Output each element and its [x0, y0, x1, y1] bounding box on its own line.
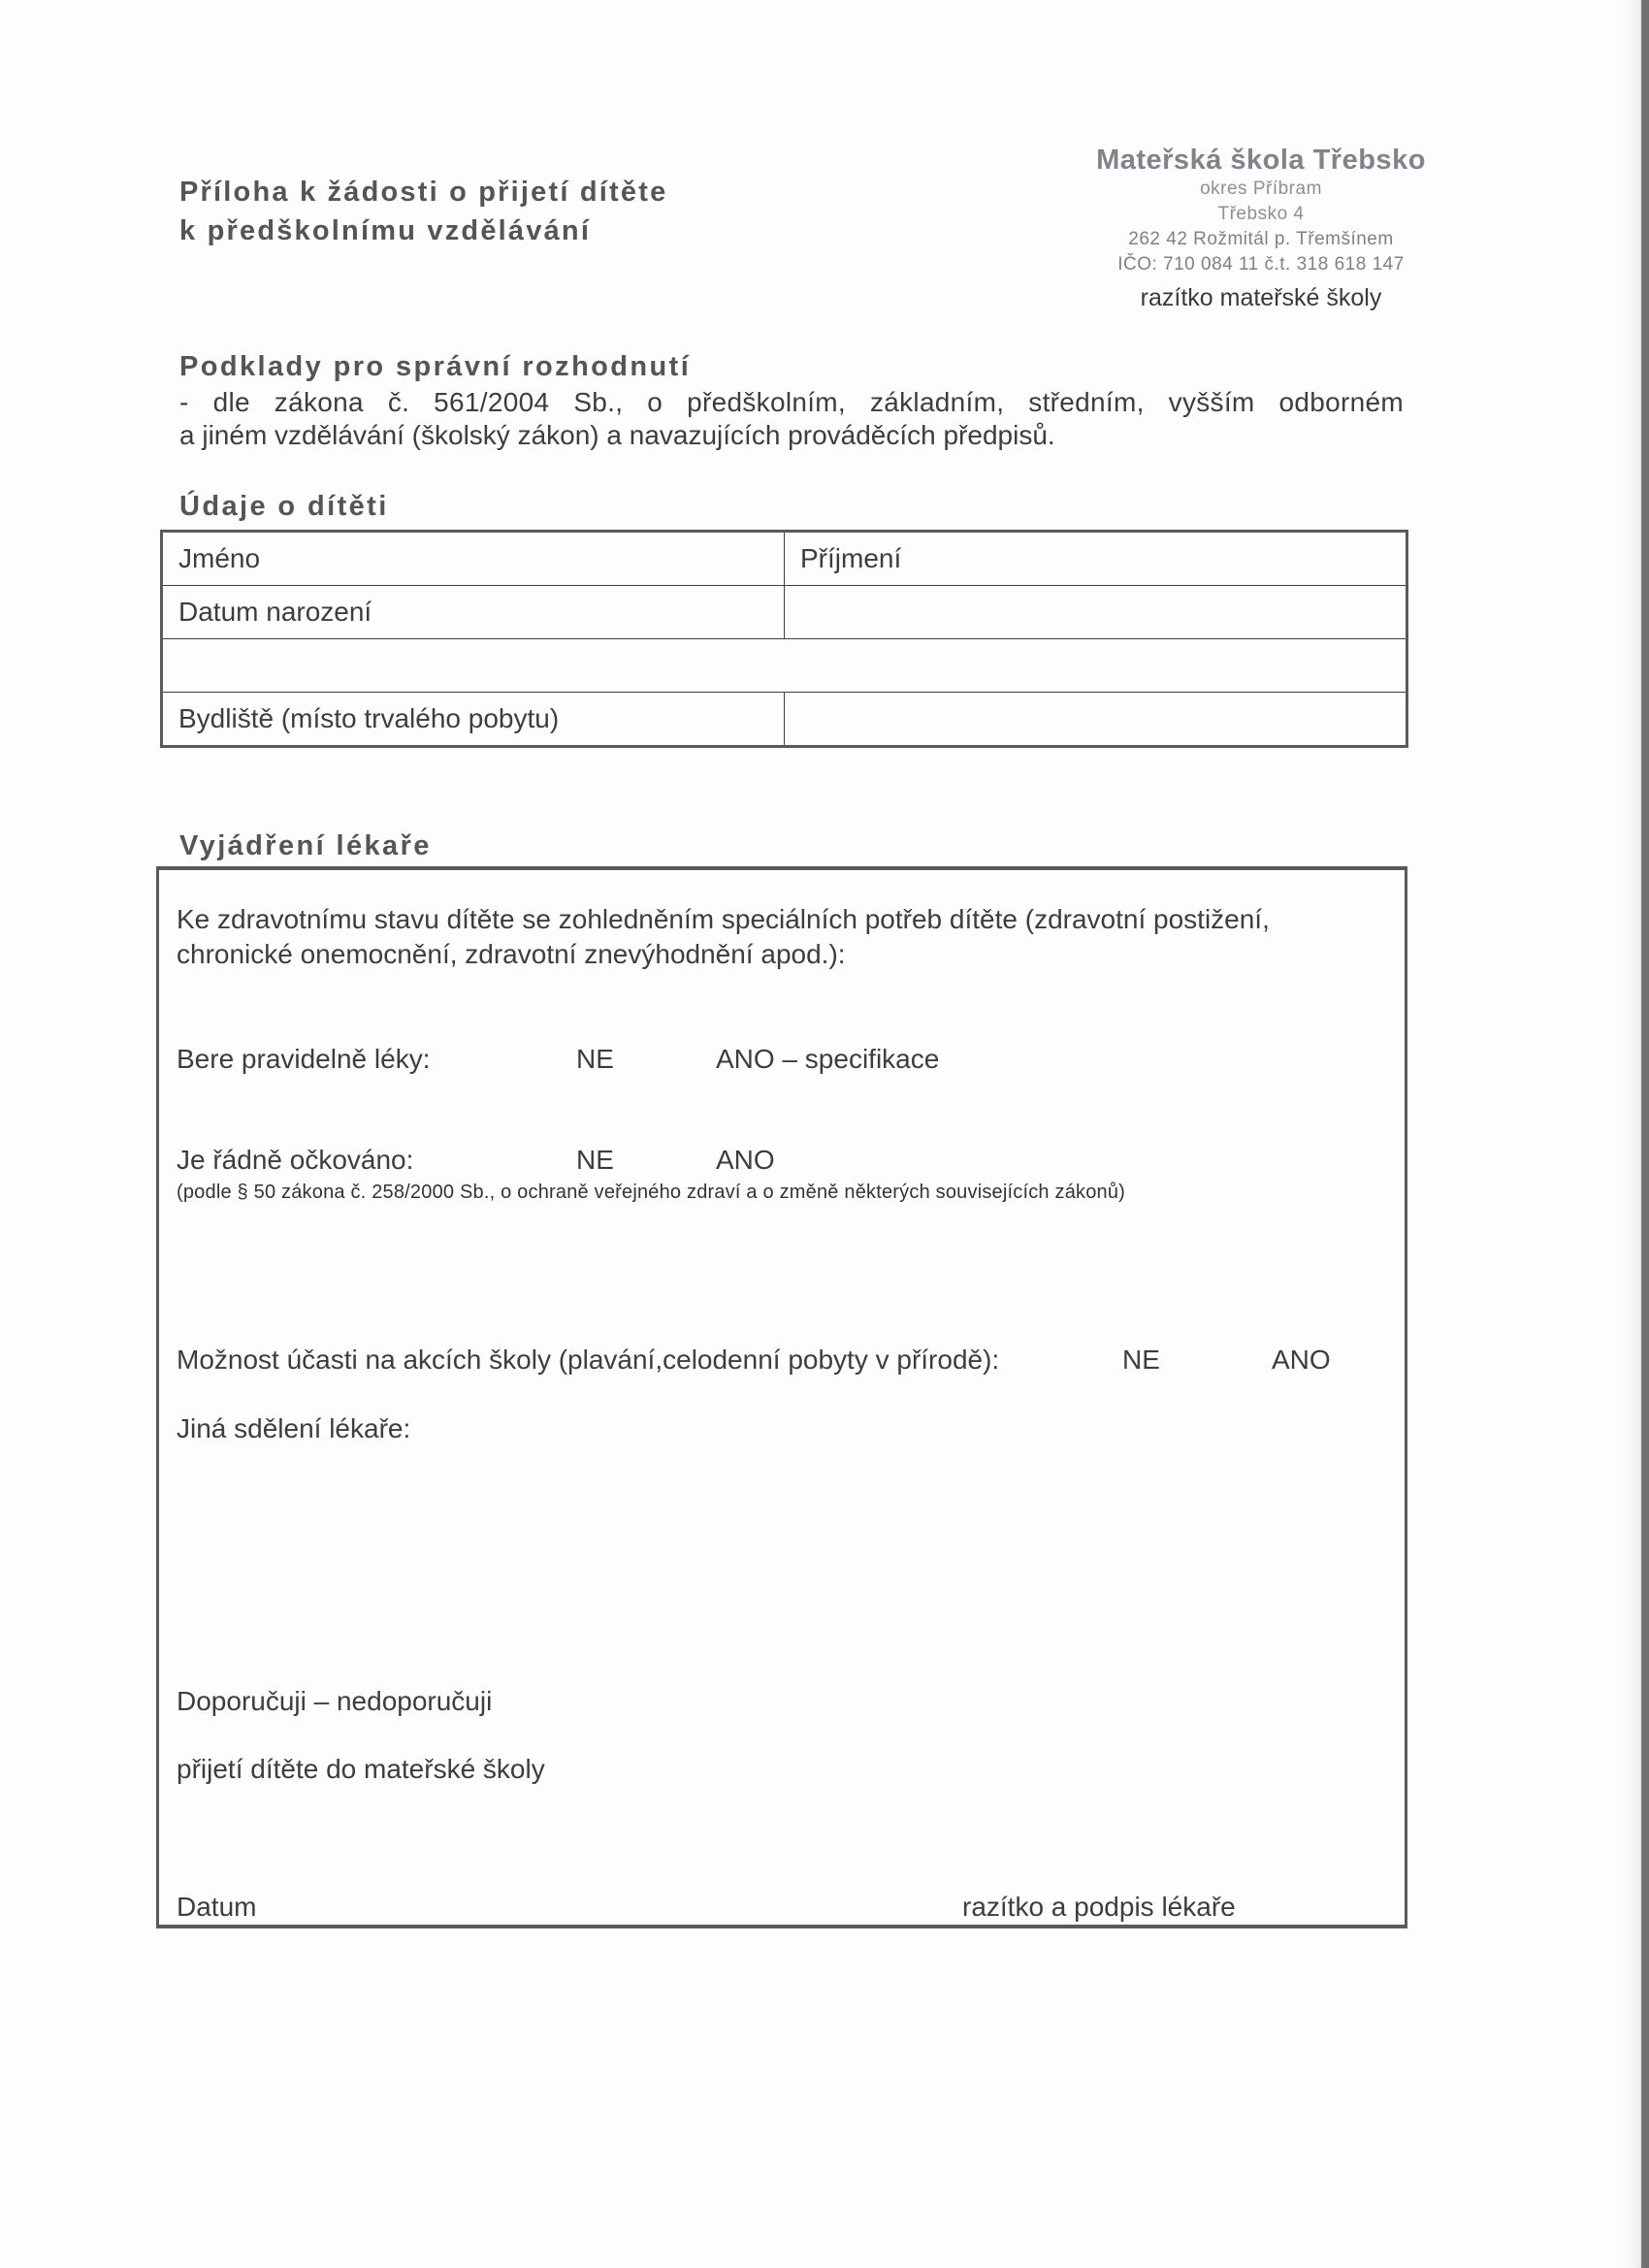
birth-date-label-cell — [162, 586, 785, 639]
medication-no-option[interactable]: NE — [576, 1044, 614, 1074]
medication-yes-option[interactable]: ANO – specifikace — [716, 1044, 940, 1074]
surname-label: Příjmení — [800, 543, 902, 573]
birth-date-field[interactable] — [785, 586, 1407, 639]
legal-basis-title: Podklady pro správní rozhodnutí — [179, 351, 692, 382]
surname-field[interactable] — [785, 532, 1407, 586]
school-stamp — [1077, 144, 1445, 314]
activities-label: Možnost účasti na akcích školy (plavání,celodenní pobyty v přírodě): — [177, 1345, 1000, 1375]
medication-label: Bere pravidelně léky: — [177, 1044, 431, 1074]
activities-no-option[interactable]: NE — [1122, 1345, 1160, 1375]
document-title-line-1: Příloha k žádosti o přijetí dítěte — [179, 177, 668, 208]
vaccination-yes-option[interactable]: ANO — [716, 1145, 775, 1175]
recommendation-option[interactable]: Doporučuji – nedoporučuji — [177, 1686, 493, 1716]
stamp-district: okres Příbram — [1200, 178, 1322, 199]
vaccination-legal-note: (podle § 50 zákona č. 258/2000 Sb., o ochraně veřejného zdraví a o změně některých souvisejících zákonů) — [177, 1182, 1126, 1203]
table-row — [162, 693, 1407, 747]
residence-label-cell — [162, 693, 785, 747]
child-info-title: Údaje o dítěti — [179, 491, 389, 522]
recommendation-object: přijetí dítěte do mateřské školy — [177, 1754, 545, 1784]
health-intro — [177, 902, 1270, 972]
document-title-line-2: k předškolnímu vzdělávání — [179, 215, 592, 246]
health-intro-line-1: Ke zdravotnímu stavu dítěte se zohledněním speciálních potřeb dítěte (zdravotní postižení, — [177, 904, 1270, 934]
vaccination-label: Je řádně očkováno: — [177, 1145, 414, 1175]
document-title — [179, 173, 667, 250]
child-info-table — [160, 530, 1408, 748]
doctor-signature-label: razítko a podpis lékaře — [962, 1892, 1236, 1922]
legal-basis-text — [179, 386, 1404, 452]
birth-date-label: Datum narození — [178, 597, 372, 627]
date-label: Datum — [177, 1892, 257, 1922]
extra-field[interactable] — [162, 639, 1407, 693]
table-row — [162, 639, 1407, 693]
health-intro-line-2: chronické onemocnění, zdravotní znevýhodnění apod.): — [177, 939, 846, 969]
residence-label: Bydliště (místo trvalého pobytu) — [178, 703, 560, 733]
legal-basis-line-1: - dle zákona č. 561/2004 Sb., o předškolním, základním, středním, vyšším odborném — [179, 387, 1404, 417]
stamp-ids: IČO: 710 084 11 č.t. 318 618 147 — [1117, 254, 1405, 275]
stamp-school-name: Mateřská škola Třebsko — [1096, 145, 1426, 176]
stamp-address: Třebsko 4 — [1217, 204, 1305, 224]
vaccination-no-option[interactable]: NE — [576, 1145, 614, 1175]
stamp-postal: 262 42 Rožmitál p. Třemšínem — [1128, 229, 1394, 249]
table-row — [162, 532, 1407, 586]
doctor-section-title: Vyjádření lékaře — [179, 830, 432, 861]
scanner-edge — [1620, 0, 1649, 2268]
first-name-label: Jméno — [178, 543, 261, 573]
table-row — [162, 586, 1407, 639]
first-name-field[interactable] — [162, 532, 785, 586]
other-notes-label: Jiná sdělení lékaře: — [177, 1413, 411, 1443]
legal-basis-line-2: a jiném vzdělávání (školský zákon) a navazujících prováděcích předpisů. — [179, 420, 1055, 450]
activities-yes-option[interactable]: ANO — [1272, 1345, 1331, 1375]
stamp-caption: razítko mateřské školy — [1140, 284, 1382, 311]
residence-field[interactable] — [785, 693, 1407, 747]
